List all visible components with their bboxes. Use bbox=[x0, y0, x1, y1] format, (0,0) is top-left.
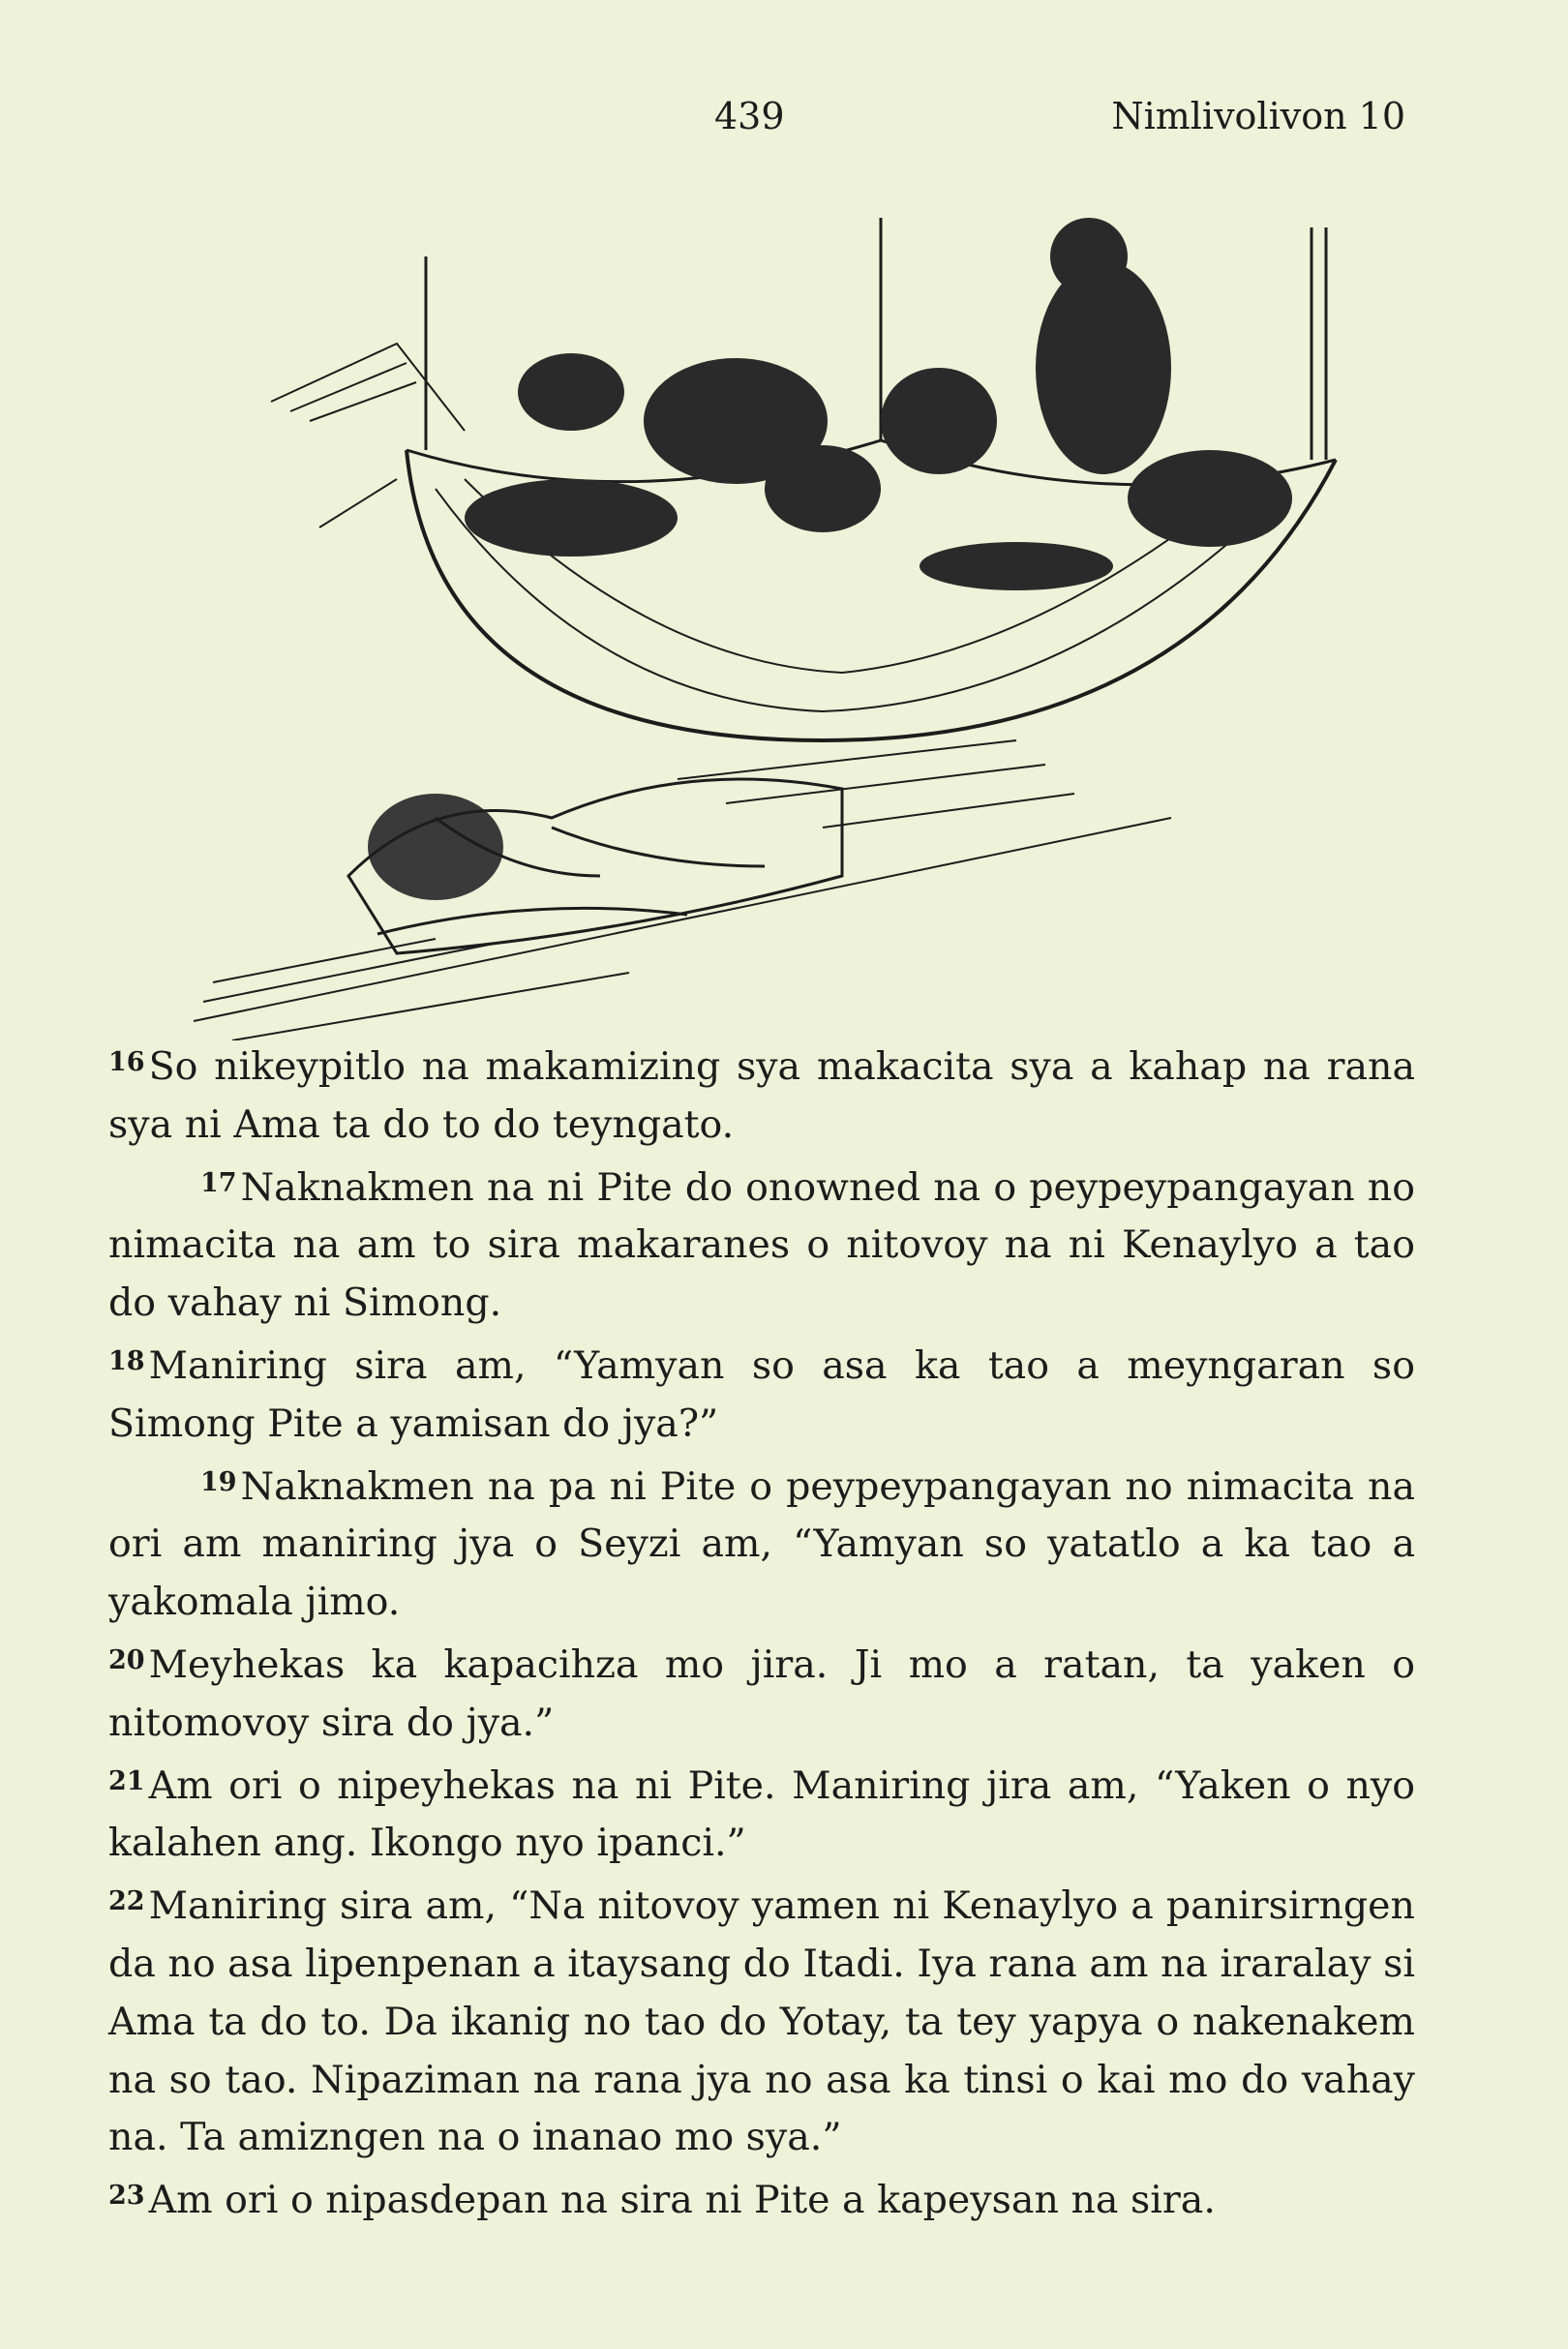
verse-17 bbox=[108, 1155, 1415, 1333]
verse-23 bbox=[108, 2167, 1415, 2230]
verse-22 bbox=[108, 1873, 1415, 2167]
page-header bbox=[0, 85, 1568, 143]
book-title: Nimlivolivon 10 bbox=[1111, 95, 1405, 137]
verse-text: Naknakmen na ni Pite do onowned na o peypeypangayan no nimacita na am to sira makaranes o nitovoy na ni Kenaylyo a tao do vahay ni Simong. bbox=[108, 1164, 1415, 1326]
verse-text: Maniring sira am, “Yamyan so asa ka tao a meyngaran so Simong Pite a yamisan do jya?” bbox=[108, 1342, 1415, 1446]
verse-text: Maniring sira am, “Na nitovoy yamen ni Kenaylyo a panirsirngen da no asa lipenpenan a itaysang do Itadi. Iya rana am na iraralay si Ama ta do to. Da ikanig no tao do Yotay, ta tey yapya o nakenakem na so tao. Nipaziman na rana jya no asa ka tinsi o kai mo do vahay na. Ta amizngen na o inanao mo sya.” bbox=[108, 1883, 1415, 2160]
verse-number: 23 bbox=[108, 2181, 145, 2212]
verse-text: Naknakmen na pa ni Pite o peypeypangayan no nimacita na ori am maniring jya o Seyzi am, “Yamyan so yatatlo a ka tao a yakomala jimo. bbox=[108, 1463, 1415, 1625]
verse-text: So nikeypitlo na makamizing sya makacita sya a kahap na rana sya ni Ama ta do to do teyngato. bbox=[108, 1044, 1415, 1147]
verse-number: 20 bbox=[108, 1644, 145, 1675]
verse-19 bbox=[108, 1454, 1415, 1632]
verse-number: 17 bbox=[200, 1167, 237, 1198]
animals-icon bbox=[465, 218, 1292, 590]
verse-number: 21 bbox=[108, 1765, 145, 1796]
verse-text: Meyhekas ka kapacihza mo jira. Ji mo a ratan, ta yaken o nitomovoy sira do jya.” bbox=[108, 1641, 1415, 1745]
vision-sheet-illustration bbox=[145, 198, 1432, 1040]
verse-18 bbox=[108, 1333, 1415, 1454]
page-number: 439 bbox=[714, 95, 785, 137]
verse-20 bbox=[108, 1632, 1415, 1753]
sleeping-man-icon bbox=[348, 779, 842, 953]
verse-number: 19 bbox=[200, 1466, 237, 1497]
ground-icon bbox=[194, 740, 1171, 1040]
scripture-text bbox=[108, 1034, 1415, 2230]
verse-21 bbox=[108, 1753, 1415, 1874]
verse-text: Am ori o nipeyhekas na ni Pite. Maniring jira am, “Yaken o nyo kalahen ang. Ikongo nyo ipanci.” bbox=[108, 1762, 1415, 1866]
verse-number: 22 bbox=[108, 1886, 145, 1917]
verse-text: Am ori o nipasdepan na sira ni Pite a kapeysan na sira. bbox=[148, 2178, 1216, 2223]
verse-number: 18 bbox=[108, 1345, 145, 1376]
bird-icon bbox=[271, 344, 465, 527]
verse-number: 16 bbox=[108, 1047, 145, 1077]
verse-16 bbox=[108, 1034, 1415, 1155]
